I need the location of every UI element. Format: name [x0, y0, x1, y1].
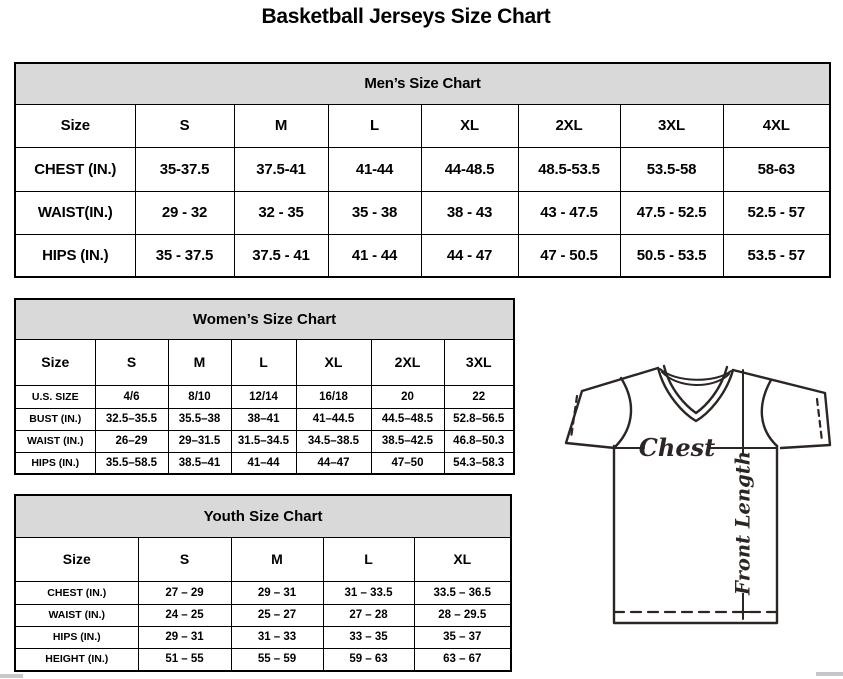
column-header: 3XL: [444, 339, 514, 385]
table-cell: 53.5 - 57: [723, 234, 830, 277]
column-header: M: [231, 537, 323, 581]
row-label: WAIST (IN.): [15, 604, 138, 626]
table-cell: 24 – 25: [138, 604, 231, 626]
column-header: L: [328, 104, 421, 147]
column-header: S: [95, 339, 168, 385]
table-cell: 43 - 47.5: [518, 191, 620, 234]
table-cell: 38–41: [231, 408, 296, 430]
row-label: WAIST (IN.): [15, 430, 95, 452]
scrollbar-fragment-left: [0, 674, 23, 678]
table-cell: 29–31.5: [168, 430, 231, 452]
jersey-icon: [558, 357, 840, 629]
table-cell: 35 - 37.5: [135, 234, 234, 277]
table-cell: 26–29: [95, 430, 168, 452]
table-cell: 41–44: [231, 452, 296, 474]
mens-size-table: [14, 62, 831, 278]
row-label: HIPS (IN.): [15, 234, 135, 277]
table-cell: 22: [444, 385, 514, 408]
row-label: HIPS (IN.): [15, 452, 95, 474]
table-cell: 44 - 47: [421, 234, 518, 277]
table-cell: 37.5 - 41: [234, 234, 328, 277]
table-cell: 37.5-41: [234, 147, 328, 191]
table-cell: 27 – 29: [138, 581, 231, 604]
column-header: S: [138, 537, 231, 581]
table-cell: 12/14: [231, 385, 296, 408]
womens-size-table: [14, 298, 515, 475]
table-cell: 52.5 - 57: [723, 191, 830, 234]
column-header: 2XL: [518, 104, 620, 147]
row-label: U.S. SIZE: [15, 385, 95, 408]
table-cell: 4/6: [95, 385, 168, 408]
table-cell: 44–47: [296, 452, 371, 474]
row-label: CHEST (IN.): [15, 581, 138, 604]
table-cell: 59 – 63: [323, 648, 414, 671]
row-label: BUST (IN.): [15, 408, 95, 430]
jersey-measurement-diagram: [558, 357, 840, 629]
table-cell: 31.5–34.5: [231, 430, 296, 452]
table-cell: 41 - 44: [328, 234, 421, 277]
table-cell: 50.5 - 53.5: [620, 234, 723, 277]
page-title: Basketball Jerseys Size Chart: [261, 5, 551, 28]
table-cell: 46.8–50.3: [444, 430, 514, 452]
table-cell: 38 - 43: [421, 191, 518, 234]
table-cell: 38.5–42.5: [371, 430, 444, 452]
column-header: Size: [15, 339, 95, 385]
column-header: M: [234, 104, 328, 147]
table-cell: 41–44.5: [296, 408, 371, 430]
table-cell: 35.5–38: [168, 408, 231, 430]
womens-table-title: Women’s Size Chart: [15, 299, 514, 339]
table-cell: 32 - 35: [234, 191, 328, 234]
front-length-measure-label: Front Length: [731, 451, 755, 595]
table-cell: 28 – 29.5: [414, 604, 511, 626]
table-cell: 47 - 50.5: [518, 234, 620, 277]
chest-measure-label: Chest: [638, 433, 716, 462]
column-header: Size: [15, 537, 138, 581]
table-cell: 44.5–48.5: [371, 408, 444, 430]
column-header: L: [231, 339, 296, 385]
table-cell: 52.8–56.5: [444, 408, 514, 430]
table-cell: 44-48.5: [421, 147, 518, 191]
table-cell: 27 – 28: [323, 604, 414, 626]
row-label: CHEST (IN.): [15, 147, 135, 191]
table-cell: 29 – 31: [231, 581, 323, 604]
table-cell: 29 - 32: [135, 191, 234, 234]
table-cell: 38.5–41: [168, 452, 231, 474]
table-cell: 47.5 - 52.5: [620, 191, 723, 234]
table-cell: 16/18: [296, 385, 371, 408]
table-cell: 48.5-53.5: [518, 147, 620, 191]
table-cell: 8/10: [168, 385, 231, 408]
youth-table-title: Youth Size Chart: [15, 495, 511, 537]
table-cell: 35.5–58.5: [95, 452, 168, 474]
table-cell: 63 – 67: [414, 648, 511, 671]
scrollbar-fragment-right: [816, 672, 843, 676]
table-cell: 55 – 59: [231, 648, 323, 671]
row-label: WAIST(IN.): [15, 191, 135, 234]
table-cell: 29 – 31: [138, 626, 231, 648]
table-cell: 51 – 55: [138, 648, 231, 671]
column-header: XL: [414, 537, 511, 581]
table-cell: 35 – 37: [414, 626, 511, 648]
column-header: Size: [15, 104, 135, 147]
table-cell: 31 – 33.5: [323, 581, 414, 604]
table-cell: 20: [371, 385, 444, 408]
table-cell: 47–50: [371, 452, 444, 474]
column-header: 2XL: [371, 339, 444, 385]
column-header: XL: [296, 339, 371, 385]
column-header: S: [135, 104, 234, 147]
column-header: M: [168, 339, 231, 385]
table-cell: 54.3–58.3: [444, 452, 514, 474]
column-header: 3XL: [620, 104, 723, 147]
table-cell: 33 – 35: [323, 626, 414, 648]
table-cell: 41-44: [328, 147, 421, 191]
table-cell: 33.5 – 36.5: [414, 581, 511, 604]
table-cell: 58-63: [723, 147, 830, 191]
mens-table-title: Men’s Size Chart: [15, 63, 830, 104]
table-cell: 31 – 33: [231, 626, 323, 648]
youth-size-table: [14, 494, 512, 672]
table-cell: 25 – 27: [231, 604, 323, 626]
table-cell: 35-37.5: [135, 147, 234, 191]
column-header: XL: [421, 104, 518, 147]
table-cell: 34.5–38.5: [296, 430, 371, 452]
column-header: L: [323, 537, 414, 581]
row-label: HIPS (IN.): [15, 626, 138, 648]
column-header: 4XL: [723, 104, 830, 147]
row-label: HEIGHT (IN.): [15, 648, 138, 671]
table-cell: 32.5–35.5: [95, 408, 168, 430]
table-cell: 35 - 38: [328, 191, 421, 234]
table-cell: 53.5-58: [620, 147, 723, 191]
